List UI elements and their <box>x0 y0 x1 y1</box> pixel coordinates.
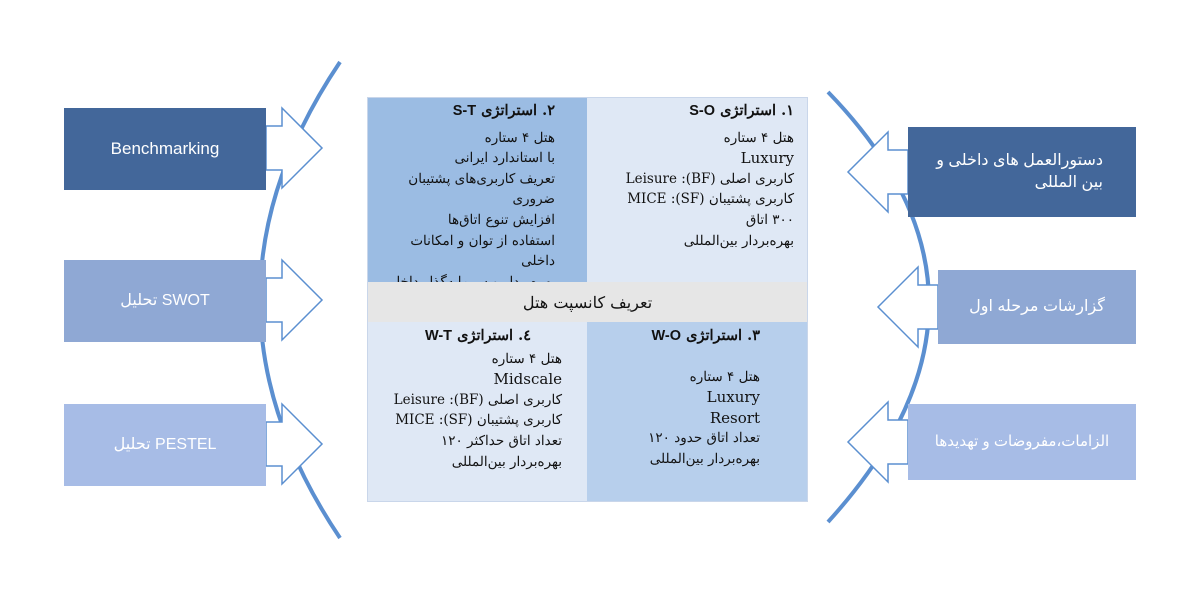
strategy-wt-lines <box>373 349 562 473</box>
strategy-wt-line: تعداد اتاق حداکثر ۱۲۰ <box>441 432 562 449</box>
strategy-st-line: با استاندارد ایرانی <box>454 150 555 167</box>
strategy-so-line: کاربری اصلی (BF): Leisure <box>625 170 794 187</box>
strategy-wt-title <box>373 326 531 347</box>
strategy-st-name: استراتژی <box>481 102 538 119</box>
guidelines-box <box>908 127 1136 217</box>
strategy-wo-line: Resort <box>709 408 760 427</box>
strategy-wt-line: Midscale <box>493 370 562 389</box>
strategy-wo-line: هتل ۴ ستاره <box>689 368 760 385</box>
guidelines-label: دستورالعمل های داخلی و بین المللی <box>936 152 1103 191</box>
strategy-so-name: استراتژی <box>720 102 777 119</box>
strategy-so-line: هتل ۴ ستاره <box>723 129 794 146</box>
strategy-wt-quadrant <box>367 322 587 502</box>
strategy-wt-code: W-T <box>424 328 453 344</box>
pestel-box <box>64 404 266 486</box>
strategy-wo-title <box>593 326 760 347</box>
strategy-wo-code: W-O <box>651 328 682 344</box>
benchmarking-label: Benchmarking <box>110 138 220 158</box>
strategy-wo-number: ۳. <box>747 327 760 344</box>
strategy-st-line: افزایش تنوع اتاق‌ها <box>447 211 555 228</box>
strategy-wt-line: کاربری پشتیبان (SF): MICE <box>395 412 562 429</box>
strategy-wo-name: استراتژی <box>686 327 743 344</box>
benchmarking-box <box>64 108 266 190</box>
strategy-st-number: ۲. <box>542 102 555 119</box>
swot-label: تحلیل SWOT <box>120 292 210 310</box>
reports-label: گزارشات مرحله اول <box>969 298 1105 316</box>
strategy-st-title <box>373 101 555 122</box>
requirements-box <box>908 404 1136 480</box>
strategy-wo-line: تعداد اتاق حدود ۱۲۰ <box>648 430 760 447</box>
strategy-wt-line: هتل ۴ ستاره <box>491 350 562 367</box>
strategy-wo-quadrant <box>587 322 808 502</box>
hotel-concept-band <box>367 282 808 322</box>
strategy-so-title <box>593 101 794 122</box>
strategy-st-code: S-T <box>452 103 477 119</box>
strategy-wt-name: استراتژی <box>457 327 514 344</box>
strategy-so-line: ۳۰۰ اتاق <box>745 211 794 228</box>
strategy-st-quadrant <box>367 97 587 282</box>
strategy-so-quadrant <box>587 97 808 282</box>
strategy-so-line: بهره‌بردار بین‌المللی <box>683 232 794 249</box>
reports-box <box>938 270 1136 344</box>
strategy-st-line: هتل ۴ ستاره <box>484 129 555 146</box>
strategy-so-code: S-O <box>689 103 716 119</box>
strategy-wt-number: ٤. <box>518 327 531 344</box>
strategy-st-line: استفاده از توان و امکانات داخلی <box>410 232 555 270</box>
strategy-so-line: Luxury <box>740 149 794 168</box>
requirements-label: الزامات،مفروضات و تهدیدها <box>934 432 1110 450</box>
strategy-wt-line: کاربری اصلی (BF): Leisure <box>393 391 562 408</box>
strategy-wo-lines <box>593 367 760 470</box>
hotel-concept-label: تعریف کانسپت هتل <box>522 292 653 312</box>
strategy-st-line: تعریف کاربری‌های پشتیبان ضروری <box>408 170 555 208</box>
swot-box <box>64 260 266 342</box>
strategy-so-line: کاربری پشتیبان (SF): MICE <box>627 191 794 208</box>
pestel-label: تحلیل PESTEL <box>113 436 217 454</box>
strategy-st-lines <box>373 128 555 293</box>
strategy-wt-line: بهره‌بردار بین‌المللی <box>451 453 562 470</box>
strategy-wo-line: بهره‌بردار بین‌المللی <box>649 450 760 467</box>
strategy-wo-line: Luxury <box>706 388 760 407</box>
strategy-so-lines <box>593 128 794 252</box>
strategy-so-number: ۱. <box>781 102 794 119</box>
